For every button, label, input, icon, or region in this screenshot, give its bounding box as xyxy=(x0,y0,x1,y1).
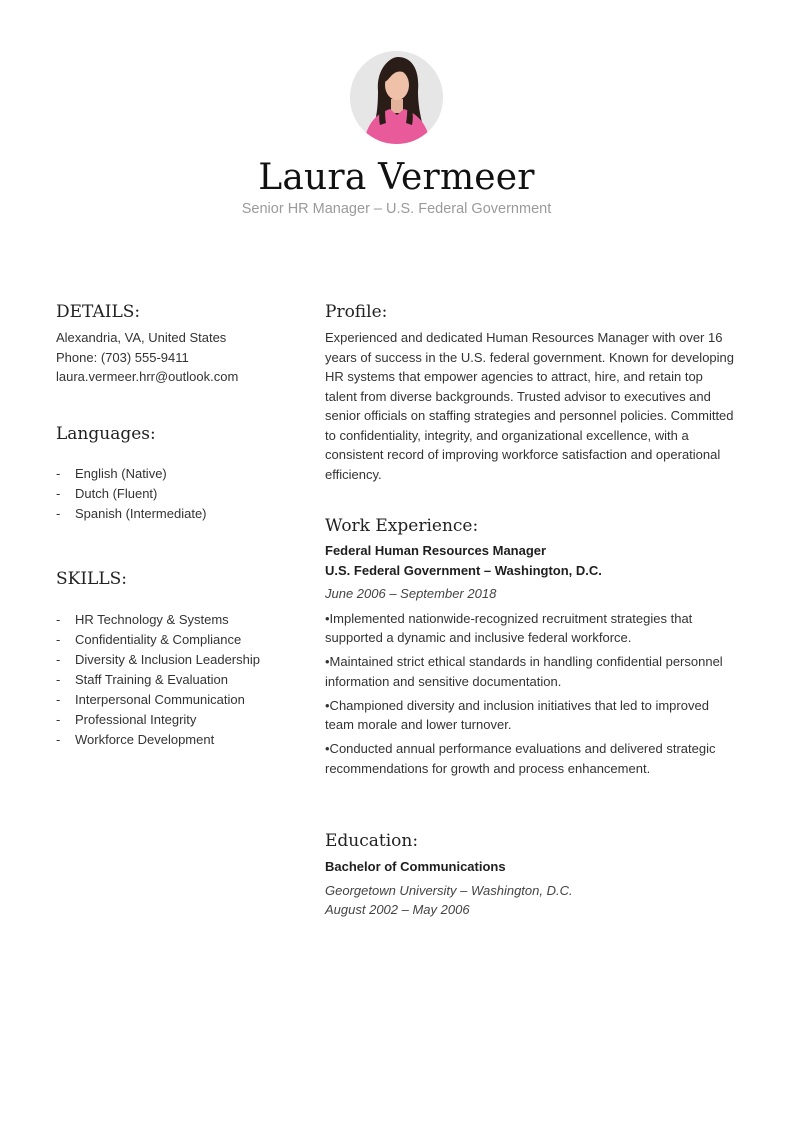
right-column xyxy=(325,300,735,920)
job-bullet: •Implemented nationwide-recognized recruitment strategies that supported a dynamic and inclusive federal workforce. xyxy=(325,610,693,645)
languages-heading: Languages: xyxy=(56,423,156,444)
skills-list xyxy=(56,610,296,750)
work-section xyxy=(325,514,735,778)
education-section xyxy=(325,829,735,920)
job-employer: U.S. Federal Government – Washington, D.C. xyxy=(325,562,602,578)
list-item: - Professional Integrity xyxy=(56,711,197,727)
phone: Phone: (703) 555-9411 xyxy=(56,349,189,365)
job-bullet: •Championed diversity and inclusion initiatives that led to improved team morale and lower turnover. xyxy=(325,697,709,732)
list-item: - English (Native) xyxy=(56,465,167,481)
education-dates: August 2002 – May 2006 xyxy=(325,902,470,917)
list-item: - Spanish (Intermediate) xyxy=(56,505,207,521)
school: Georgetown University – Washington, D.C. xyxy=(325,882,573,898)
profile-section xyxy=(325,300,735,484)
job-bullet: •Maintained strict ethical standards in handling confidential personnel information and sensitive documentation. xyxy=(325,654,723,689)
details-heading: DETAILS: xyxy=(56,302,141,322)
list-item: - Staff Training & Evaluation xyxy=(56,671,228,687)
skills-section xyxy=(56,567,296,750)
profile-photo xyxy=(350,51,443,144)
candidate-title: Senior HR Manager – U.S. Federal Government xyxy=(241,201,552,217)
list-item: - HR Technology & Systems xyxy=(56,611,229,627)
email: laura.vermeer.hrr@outlook.com xyxy=(56,369,239,384)
address: Alexandria, VA, United States xyxy=(56,330,227,345)
languages-section xyxy=(56,422,296,524)
education-heading: Education: xyxy=(325,831,419,851)
list-item: - Interpersonal Communication xyxy=(56,691,245,707)
list-item: - Diversity & Inclusion Leadership xyxy=(56,651,260,667)
profile-heading: Profile: xyxy=(325,302,388,322)
skills-heading: SKILLS: xyxy=(56,568,128,589)
job-dates: June 2006 – September 2018 xyxy=(325,586,497,601)
details-section xyxy=(56,300,296,387)
work-heading: Work Experience: xyxy=(325,516,479,536)
job-bullet: •Conducted annual performance evaluations and delivered strategic recommendations for growth and process enhancement. xyxy=(325,741,716,776)
portrait-image xyxy=(350,51,443,144)
list-item: - Workforce Development xyxy=(56,731,215,747)
list-item: - Dutch (Fluent) xyxy=(56,485,158,501)
degree: Bachelor of Communications xyxy=(325,859,506,874)
left-column xyxy=(56,300,296,750)
candidate-name: Laura Vermeer xyxy=(258,157,535,198)
profile-text: Experienced and dedicated Human Resources Manager with over 16 years of success in the U.S. federal government. Known for developing HR systems that empower agencies to attract, hire, and retain top talent from diverse backgrounds. Trusted advisor to executives and senior officials on staffing strategies and personnel policies. Committed to confidentiality, integrity, and organizational excellence, with a consistent record of improving workforce satisfaction and operational efficiency. xyxy=(325,330,734,482)
languages-list xyxy=(56,464,296,524)
list-item: - Confidentiality & Compliance xyxy=(56,631,242,647)
job-role: Federal Human Resources Manager xyxy=(325,543,547,558)
